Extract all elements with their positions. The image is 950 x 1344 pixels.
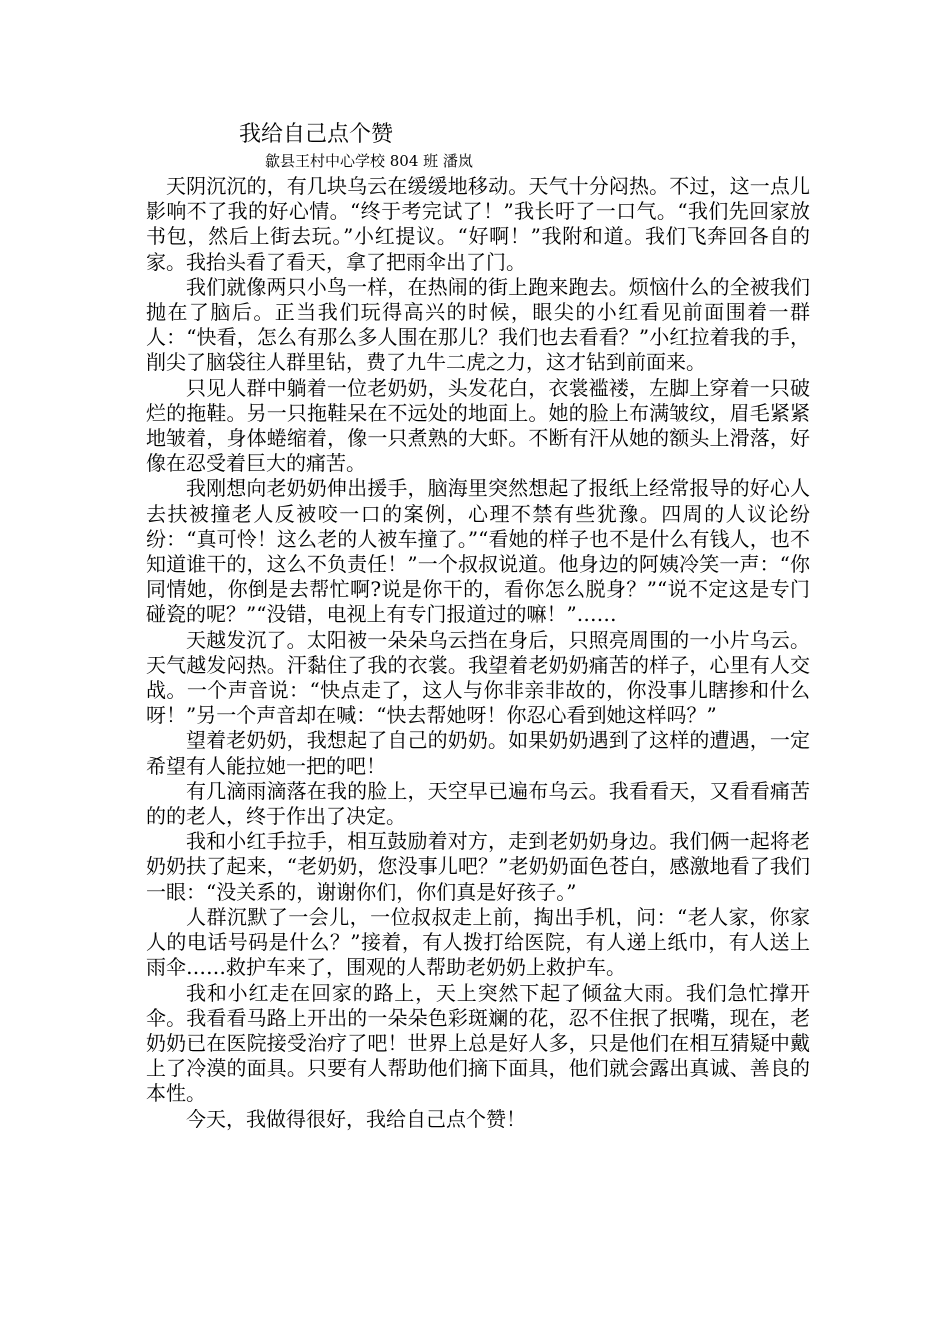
paragraph-6: 望着老奶奶，我想起了自己的奶奶。如果奶奶遇到了这样的遭遇，一定希望有人能拉她一把的吧！ [146, 728, 810, 778]
paragraph-9: 人群沉默了一会儿，一位叔叔走上前，掏出手机，问：“老人家，你家人的电话号码是什么？”接着，有人拨打给医院，有人递上纸巾，有人送上雨伞……救护车来了，围观的人帮助老奶奶上救护车。 [146, 904, 810, 980]
paragraph-8: 我和小红手拉手，相互鼓励着对方，走到老奶奶身边。我们俩一起将老奶奶扶了起来，“老奶奶，您没事儿吧？”老奶奶面色苍白，感激地看了我们一眼：“没关系的，谢谢你们，你们真是好孩子。” [146, 829, 810, 904]
author-byline: 歙县王村中心学校 804 班 潘岚 [265, 152, 473, 170]
paragraph-5: 天越发沉了。太阳被一朵朵乌云挡在身后，只照亮周围的一小片乌云。天气越发闷热。汗黏住了我的衣裳。我望着老奶奶痛苦的样子，心里有人交战。一个声音说：“快点走了，这人与你非亲非故的，你没事儿瞎掺和什么呀！”另一个声音却在喊：“快去帮她呀！你忍心看到她这样吗？” [146, 627, 810, 728]
paragraph-1: 天阴沉沉的，有几块乌云在缓缓地移动。天气十分闷热。不过，这一点儿影响不了我的好心情。“终于考完试了！”我长吁了一口气。“我们先回家放书包，然后上街去玩。”小红提议。“好啊！”我附和道。我们飞奔回各自的家。我抬头看了看天，拿了把雨伞出了门。 [146, 174, 810, 274]
essay-title: 我给自己点个赞 [239, 122, 394, 147]
essay-body [146, 174, 810, 1132]
paragraph-2: 我们就像两只小鸟一样，在热闹的街上跑来跑去。烦恼什么的全被我们抛在了脑后。正当我们玩得高兴的时候，眼尖的小红看见前面围着一群人：“快看，怎么有那么多人围在那儿？我们也去看看？”小红拉着我的手，削尖了脑袋往人群里钻，费了九牛二虎之力，这才钻到前面来。 [146, 274, 810, 375]
paragraph-4: 我刚想向老奶奶伸出援手，脑海里突然想起了报纸上经常报导的好心人去扶被撞老人反被咬一口的案例，心理不禁有些犹豫。四周的人议论纷纷：“真可怜！这么老的人被车撞了。”“看她的样子也不是什么有钱人，也不知道谁干的，这么不负责任！”一个叔叔说道。他身边的阿姨冷笑一声：“你同情她，你倒是去帮忙啊?说是你干的，看你怎么脱身？”“说不定这是专门碰瓷的呢？”“没错，电视上有专门报道过的嘛！”…… [146, 476, 810, 627]
paragraph-7: 有几滴雨滴落在我的脸上，天空早已遍布乌云。我看看天，又看看痛苦的的老人，终于作出了决定。 [146, 778, 810, 829]
paragraph-11: 今天，我做得很好，我给自己点个赞！ [186, 1106, 526, 1131]
paragraph-10: 我和小红走在回家的路上，天上突然下起了倾盆大雨。我们急忙撑开伞。我看看马路上开出的一朵朵色彩斑斓的花，忍不住抿了抿嘴，现在，老奶奶已在医院接受治疗了吧！世界上总是好人多，只是他们在相互猜疑中戴上了冷漠的面具。只要有人帮助他们摘下面具，他们就会露出真诚、善良的本性。 [146, 980, 810, 1106]
paragraph-3: 只见人群中躺着一位老奶奶，头发花白，衣裳褴褛，左脚上穿着一只破烂的拖鞋。另一只拖鞋呆在不远处的地面上。她的脸上布满皱纹，眉毛紧紧地皱着，身体蜷缩着，像一只煮熟的大虾。不断有汗从她的额头上滑落，好像在忍受着巨大的痛苦。 [146, 375, 810, 476]
